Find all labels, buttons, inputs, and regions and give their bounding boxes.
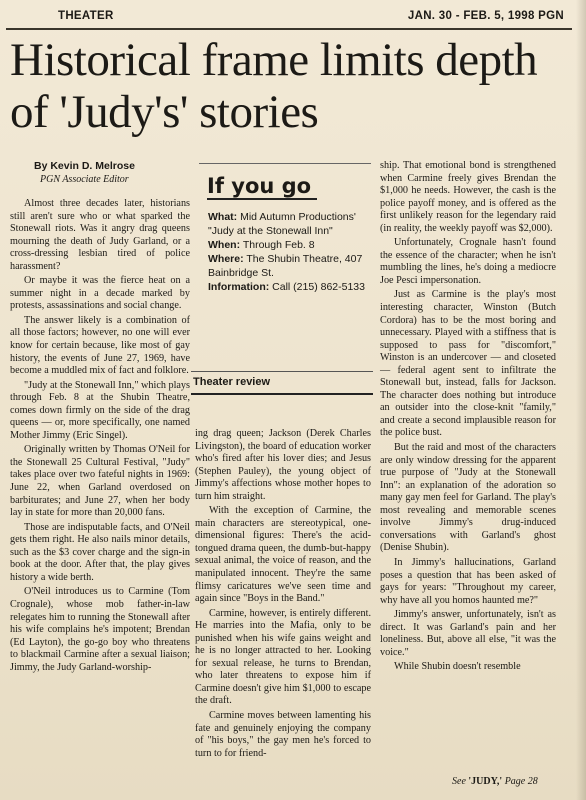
article-column-1 [10, 198, 190, 676]
paragraph: The answer likely is a combination of all those factors; however, no one will ever know for certain because, like most of gay history, the events of June 27, 1969, have become a muddled mix of fact and folklore. [10, 314, 190, 377]
paragraph: Almost three decades later, historians still aren't sure who or what sparked the Stonewall riots. Was it angry drag queens mourning the death of Judy Garland, or a cross-dressing lesbian tired of police harassment? [10, 198, 190, 272]
paragraph: Just as Carmine is the play's most interesting character, Winston (Butch Cordora) has to be the most boring and unnecessary. Played with a stiffness that is supposed to pass for "discomfort," Winston is an undercover — and closeted — federal agent sent to infiltrate the Stonewall but, instead, falls for Jackson. The character does nothing but introduce an outsider into the close-knit "family," and create a second implausible reason for the police bust. [380, 289, 556, 439]
issue-date: JAN. 30 - FEB. 5, 1998 PGN [407, 10, 564, 22]
article-column-3 [380, 160, 556, 676]
paragraph: Unfortunately, Crognale hasn't found the essence of the character; when he isn't mumbling the lines, he's doing a mediocre Joe Pesci impersonation. [380, 237, 556, 286]
paragraph: Carmine moves between lamenting his fate and genuinely enjoying the company of "his boys," the gay men he's forced to turn to for friend- [195, 710, 371, 759]
if-you-go-box [199, 163, 371, 364]
paragraph: Carmine, however, is entirely different. He marries into the Mafia, only to be punished when his wife gains weight and he is no longer attracted to her. Looking for sexual release, he turns to Brendan, who later threatens to expose him if Carmine doesn't give him $1,000 to escape the draft. [195, 607, 371, 707]
paragraph: Originally written by Thomas O'Neil for the Stonewall 25 Cultural Festival, "Judy" takes place over two fateful nights in 1969: June 22, when Garland overdosed on barbiturates; and June 27, when her body lay in state for more than 20,000 fans. [10, 444, 190, 519]
header-rule [6, 28, 572, 30]
paragraph: While Shubin doesn't resemble [394, 661, 521, 673]
section-label: THEATER [58, 10, 114, 22]
paragraph: With the exception of Carmine, the main characters are stereotypical, one-dimensional figures: There's the acid-tongued drama queen, the dumb-but-happy sexual animal, the voice of reason, and the manipulated innocent. They're the same flimsy caricatures we've seen time and again since "Boys in the Band." [195, 505, 371, 605]
if-you-go-title: If you go [207, 174, 317, 200]
continuation-jump: See 'JUDY,' Page 28 [452, 776, 538, 787]
if-you-go-details [208, 210, 371, 294]
page-edge-shadow [576, 0, 586, 800]
headline: Historical frame limits depth of 'Judy's' stories [10, 34, 538, 138]
byline: By Kevin D. Melrose [34, 160, 135, 172]
paragraph: "Judy at the Stonewall Inn," which plays through Feb. 8 at the Shubin Theatre, comes down firmly on the side of the drag queens — or, more specifically, one named Mother Jimmy (Eric Singel). [10, 379, 190, 441]
running-head [58, 10, 564, 28]
paragraph: But the raid and most of the characters are only window dressing for the apparent true purpose of "Judy at the Stonewall Inn": an explanation of the adoration so many gay men feel for Garland. The play's most revealing and memorable scenes involve Jimmy's drug-induced conversations with Garland's ghost (Denise Shubin). [380, 442, 556, 554]
article-column-2 [195, 428, 371, 762]
paragraph: Jimmy's answer, unfortunately, isn't as direct. It was Garland's pain and her loneliness. But, above all else, "it was the voice." [380, 609, 556, 658]
paragraph: In Jimmy's hallucinations, Garland poses a question that has been asked of gays for years: "Throughout my career, why have all you homos haunted me?" [380, 556, 556, 606]
byline-role: PGN Associate Editor [40, 174, 129, 185]
paragraph: ship. That emotional bond is strengthened when Carmine freely gives Brendan the $1,000 he needs. However, the cash is the police payoff money, and is offered as the first unlikely reason for the legendary raid (in reality, the weekly payoff was $2,000). [380, 160, 556, 234]
paragraph: ing drag queen; Jackson (Derek Charles Livingston), the board of education worker who's fired after his lover dies; and Jesus (Stephen Pauley), the young object of Jimmy's affections whose mother hopes to turn him straight. [195, 428, 371, 502]
info-when: When: Through Feb. 8 [208, 239, 315, 251]
theater-review-label: Theater review [191, 371, 373, 395]
paragraph: Or maybe it was the fierce heat on a summer night in a decade marked by protests, assassinations and social change. [10, 275, 190, 312]
info-what: What: Mid Autumn Productions' "Judy at the Stonewall Inn" [208, 211, 356, 237]
info-phone: Information: Call (215) 862-5133 [208, 281, 365, 293]
info-where: Where: The Shubin Theatre, 407 Bainbridge St. [208, 253, 363, 279]
paragraph: Those are indisputable facts, and O'Neil gets them right. He also nails minor details, such as the $3 cover charge and the sign-in book at the door. After that, the play gives history a wide berth. [10, 521, 190, 583]
paragraph: O'Neil introduces us to Carmine (Tom Crognale), whose mob father-in-law relegates him to running the Stonewall after his wife complains he's impotent; Brendan (Ed Layton), the go-go boy who threatens to blackmail Carmine after a sexual liaison; Jimmy, the Judy Garland-worship- [10, 586, 190, 673]
